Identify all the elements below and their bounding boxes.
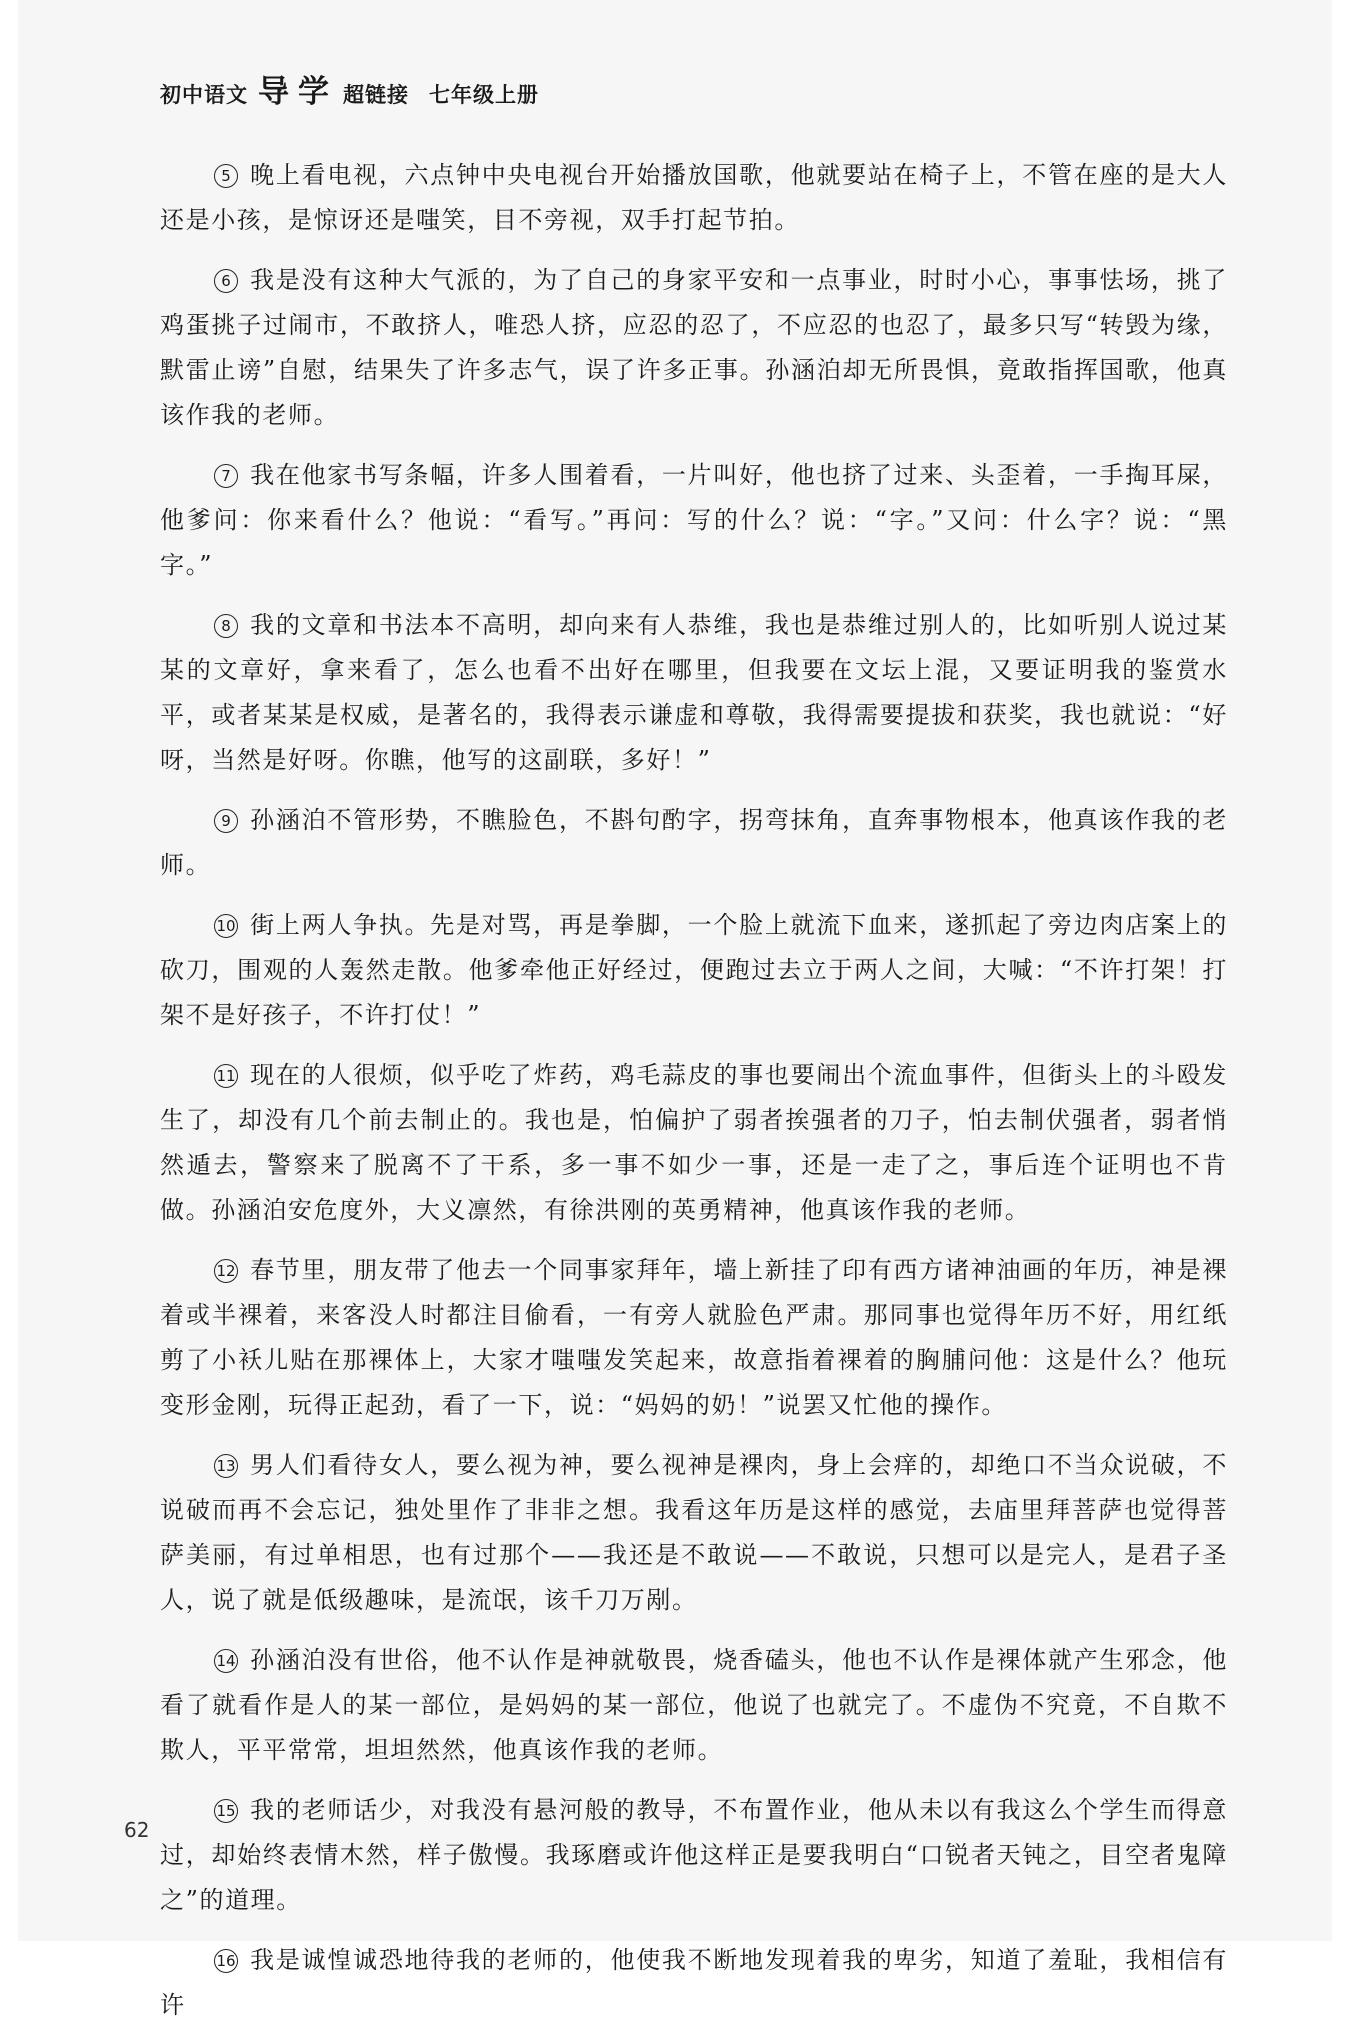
paragraph — [160, 1938, 1228, 2028]
page-number: 62 — [124, 1818, 150, 1842]
paragraph-text: 孙涵泊不管形势，不瞧脸色，不斟句酌字，拐弯抹角，直奔事物根本，他真该作我的老师。 — [160, 806, 1228, 879]
paragraph-number: 8 — [214, 614, 238, 638]
paragraph-text: 男人们看待女人，要么视为神，要么视神是裸肉，身上会痒的，却绝口不当众说破，不说破而再不会忘记，独处里作了非非之想。我看这年历是这样的感觉，去庙里拜菩萨也觉得菩萨美丽，有过单相思，也有过那个——我还是不敢说——不敢说，只想可以是完人，是君子圣人，说了就是低级趣味，是流氓，该千刀万剐。 — [160, 1451, 1228, 1614]
paragraph — [160, 1638, 1228, 1773]
paragraph-text: 晚上看电视，六点钟中央电视台开始播放国歌，他就要站在椅子上，不管在座的是大人还是小孩，是惊讶还是嗤笑，目不旁视，双手打起节拍。 — [160, 161, 1228, 234]
paragraph — [160, 1443, 1228, 1623]
paragraph-text: 我的老师话少，对我没有悬河般的教导，不布置作业，他从未以有我这么个学生而得意过，却始终表情木然，样子傲慢。我琢磨或许他这样正是要我明白“口锐者天钝之，目空者鬼障之”的道理。 — [160, 1796, 1228, 1914]
paragraph — [160, 153, 1228, 243]
header-grade-label: 七年级上册 — [429, 83, 539, 107]
paragraph — [160, 1053, 1228, 1233]
header-book-title: 初中语文 — [160, 83, 248, 107]
paragraph — [160, 258, 1228, 438]
paragraph-number: 13 — [214, 1454, 238, 1478]
paragraph-number: 14 — [214, 1649, 238, 1673]
paragraph-text: 孙涵泊没有世俗，他不认作是神就敬畏，烧香磕头，他也不认作是裸体就产生邪念，他看了就看作是人的某一部位，是妈妈的某一部位，他说了也就完了。不虚伪不究竟，不自欺不欺人，平平常常，坦坦然然，他真该作我的老师。 — [160, 1646, 1228, 1764]
paragraph-number: 10 — [214, 914, 238, 938]
paragraph-number: 5 — [214, 164, 238, 188]
paragraph-text: 我在他家书写条幅，许多人围着看，一片叫好，他也挤了过来、头歪着，一手掏耳屎，他爹问：你来看什么？他说：“看写。”再问：写的什么？说：“字。”又问：什么字？说：“黑字。” — [160, 461, 1228, 579]
header-xue: 学 — [298, 74, 329, 110]
paragraph-text: 春节里，朋友带了他去一个同事家拜年，墙上新挂了印有西方诸神油画的年历，神是裸着或半裸着，来客没人时都注目偷看，一有旁人就脸色严肃。那同事也觉得年历不好，用红纸剪了小袄儿贴在那裸体上，大家才嗤嗤发笑起来，故意指着裸着的胸脯问他：这是什么？他玩变形金刚，玩得正起劲，看了一下，说：“妈妈的奶！”说罢又忙他的操作。 — [160, 1256, 1228, 1419]
running-header — [160, 66, 539, 111]
paragraph-number: 7 — [214, 464, 238, 488]
paragraph-number: 9 — [214, 809, 238, 833]
paragraph-text: 我的文章和书法本不高明，却向来有人恭维，我也是恭维过别人的，比如听别人说过某某的文章好，拿来看了，怎么也看不出好在哪里，但我要在文坛上混，又要证明我的鉴赏水平，或者某某是权威，是著名的，我得表示谦虚和尊敬，我得需要提拔和获奖，我也就说：“好呀，当然是好呀。你瞧，他写的这副联，多好！” — [160, 611, 1228, 774]
paragraph — [160, 603, 1228, 783]
header-dao: 导 — [258, 74, 290, 110]
paragraph-number: 11 — [214, 1064, 238, 1088]
paragraph-number: 6 — [214, 269, 238, 293]
header-link-label: 超链接 — [343, 83, 409, 107]
paragraph — [160, 903, 1228, 1038]
paragraph-text: 现在的人很烦，似乎吃了炸药，鸡毛蒜皮的事也要闹出个流血事件，但街头上的斗殴发生了，却没有几个前去制止的。我也是，怕偏护了弱者挨强者的刀子，怕去制伏强者，弱者悄然遁去，警察来了脱离不了干系，多一事不如少一事，还是一走了之，事后连个证明也不肯做。孙涵泊安危度外，大义凛然，有徐洪刚的英勇精神，他真该作我的老师。 — [160, 1061, 1228, 1224]
paragraph — [160, 1248, 1228, 1428]
paragraph-number: 15 — [214, 1799, 238, 1823]
paragraph — [160, 453, 1228, 588]
paragraph-text: 我是诚惶诚恐地待我的老师的，他使我不断地发现着我的卑劣，知道了羞耻，我相信有许 — [160, 1946, 1228, 2019]
paragraph — [160, 1788, 1228, 1923]
article-body — [160, 153, 1228, 2043]
paragraph-number: 16 — [214, 1949, 238, 1973]
paragraph — [160, 798, 1228, 888]
paragraph-text: 我是没有这种大气派的，为了自己的身家平安和一点事业，时时小心，事事怯场，挑了鸡蛋挑子过闹市，不敢挤人，唯恐人挤，应忍的忍了，不应忍的也忍了，最多只写“转毁为缘，默雷止谤”自慰，结果失了许多志气，误了许多正事。孙涵泊却无所畏惧，竟敢指挥国歌，他真该作我的老师。 — [160, 266, 1228, 429]
paragraph-text: 街上两人争执。先是对骂，再是拳脚，一个脸上就流下血来，遂抓起了旁边肉店案上的砍刀，围观的人轰然走散。他爹牵他正好经过，便跑过去立于两人之间，大喊：“不许打架！打架不是好孩子，不许打仗！” — [160, 911, 1228, 1029]
paragraph-number: 12 — [214, 1259, 238, 1283]
